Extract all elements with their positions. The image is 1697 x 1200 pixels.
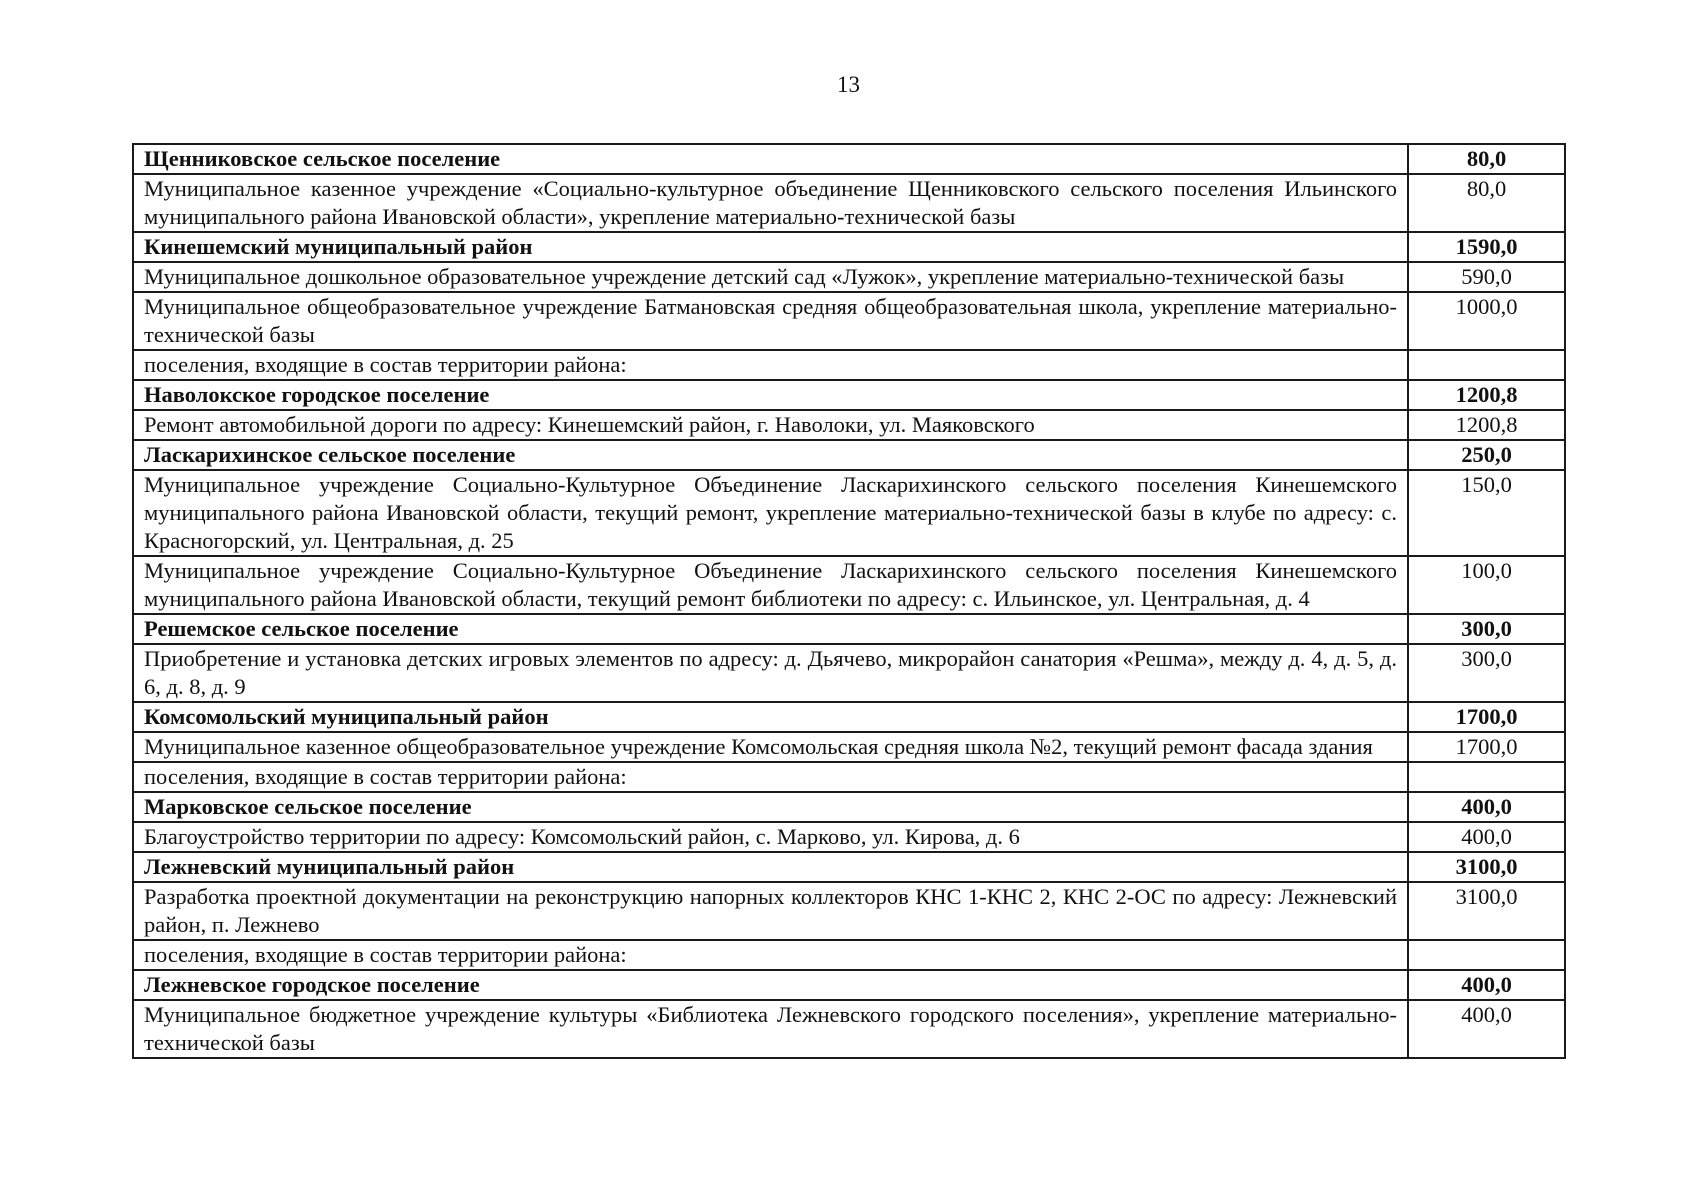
description-cell: Муниципальное казенное учреждение «Социально-культурное объединение Щенниковского сельского поселения Ильинского муниципального района Ивановской области», укрепление материально-технической базы [133,174,1408,232]
description-cell: поселения, входящие в состав территории района: [133,350,1408,380]
table-row [133,644,1565,702]
description-cell: Приобретение и установка детских игровых элементов по адресу: д. Дьячево, микрорайон санатория «Решма», между д. 4, д. 5, д. 6, д. 8, д. 9 [133,644,1408,702]
section-total-cell: 3100,0 [1408,852,1565,882]
amount-cell: 1700,0 [1408,732,1565,762]
section-title-cell: Ласкарихинское сельское поселение [133,440,1408,470]
section-heading-row [133,380,1565,410]
section-heading-row [133,970,1565,1000]
table-row [133,1000,1565,1058]
section-title-cell: Решемское сельское поселение [133,614,1408,644]
section-total-cell: 300,0 [1408,614,1565,644]
description-cell: Ремонт автомобильной дороги по адресу: Кинешемский район, г. Наволоки, ул. Маяковского [133,410,1408,440]
table-row [133,262,1565,292]
amount-cell: 300,0 [1408,644,1565,702]
amount-cell: 590,0 [1408,262,1565,292]
section-total-cell: 1590,0 [1408,232,1565,262]
amount-cell: 1200,8 [1408,410,1565,440]
table-row [133,822,1565,852]
table-row [133,174,1565,232]
table-row [133,940,1565,970]
section-total-cell: 1700,0 [1408,702,1565,732]
section-title-cell: Кинешемский муниципальный район [133,232,1408,262]
amount-cell: 100,0 [1408,556,1565,614]
description-cell: поселения, входящие в состав территории района: [133,940,1408,970]
table-row [133,350,1565,380]
section-heading-row [133,792,1565,822]
section-title-cell: Наволокское городское поселение [133,380,1408,410]
description-cell: поселения, входящие в состав территории района: [133,762,1408,792]
amount-cell: 400,0 [1408,822,1565,852]
section-heading-row [133,852,1565,882]
amount-cell [1408,350,1565,380]
section-heading-row [133,440,1565,470]
amount-cell: 80,0 [1408,174,1565,232]
amount-cell: 400,0 [1408,1000,1565,1058]
table-row [133,292,1565,350]
description-cell: Муниципальное казенное общеобразовательное учреждение Комсомольская средняя школа №2, текущий ремонт фасада здания [133,732,1408,762]
description-cell: Муниципальное бюджетное учреждение культуры «Библиотека Лежневского городского поселения», укрепление материально-технической базы [133,1000,1408,1058]
table-row [133,556,1565,614]
section-total-cell: 400,0 [1408,970,1565,1000]
description-cell: Разработка проектной документации на реконструкцию напорных коллекторов КНС 1-КНС 2, КНС 2-ОС по адресу: Лежневский район, п. Лежнево [133,882,1408,940]
section-title-cell: Марковское сельское поселение [133,792,1408,822]
section-title-cell: Лежневское городское поселение [133,970,1408,1000]
amount-cell [1408,940,1565,970]
table-row [133,732,1565,762]
table-body [133,144,1565,1058]
section-heading-row [133,144,1565,174]
amount-cell: 1000,0 [1408,292,1565,350]
description-cell: Благоустройство территории по адресу: Комсомольский район, с. Марково, ул. Кирова, д. 6 [133,822,1408,852]
allocation-table [132,143,1566,1059]
table-row [133,882,1565,940]
amount-cell [1408,762,1565,792]
section-total-cell: 1200,8 [1408,380,1565,410]
description-cell: Муниципальное дошкольное образовательное учреждение детский сад «Лужок», укрепление материально-технической базы [133,262,1408,292]
amount-cell: 150,0 [1408,470,1565,556]
table-row [133,762,1565,792]
section-title-cell: Щенниковское сельское поселение [133,144,1408,174]
description-cell: Муниципальное учреждение Социально-Культурное Объединение Ласкарихинского сельского поселения Кинешемского муниципального района Ивановской области, текущий ремонт библиотеки по адресу: с. Ильинское, ул. Центральная, д. 4 [133,556,1408,614]
amount-cell: 3100,0 [1408,882,1565,940]
description-cell: Муниципальное учреждение Социально-Культурное Объединение Ласкарихинского сельского поселения Кинешемского муниципального района Ивановской области, текущий ремонт, укрепление материально-технической базы в клубе по адресу: с. Красногорский, ул. Центральная, д. 25 [133,470,1408,556]
section-total-cell: 80,0 [1408,144,1565,174]
description-cell: Муниципальное общеобразовательное учреждение Батмановская средняя общеобразовательная школа, укрепление материально-технической базы [133,292,1408,350]
section-total-cell: 250,0 [1408,440,1565,470]
page-number: 13 [837,72,860,97]
section-heading-row [133,702,1565,732]
section-heading-row [133,232,1565,262]
section-total-cell: 400,0 [1408,792,1565,822]
table-row [133,470,1565,556]
table-row [133,410,1565,440]
section-heading-row [133,614,1565,644]
section-title-cell: Лежневский муниципальный район [133,852,1408,882]
section-title-cell: Комсомольский муниципальный район [133,702,1408,732]
